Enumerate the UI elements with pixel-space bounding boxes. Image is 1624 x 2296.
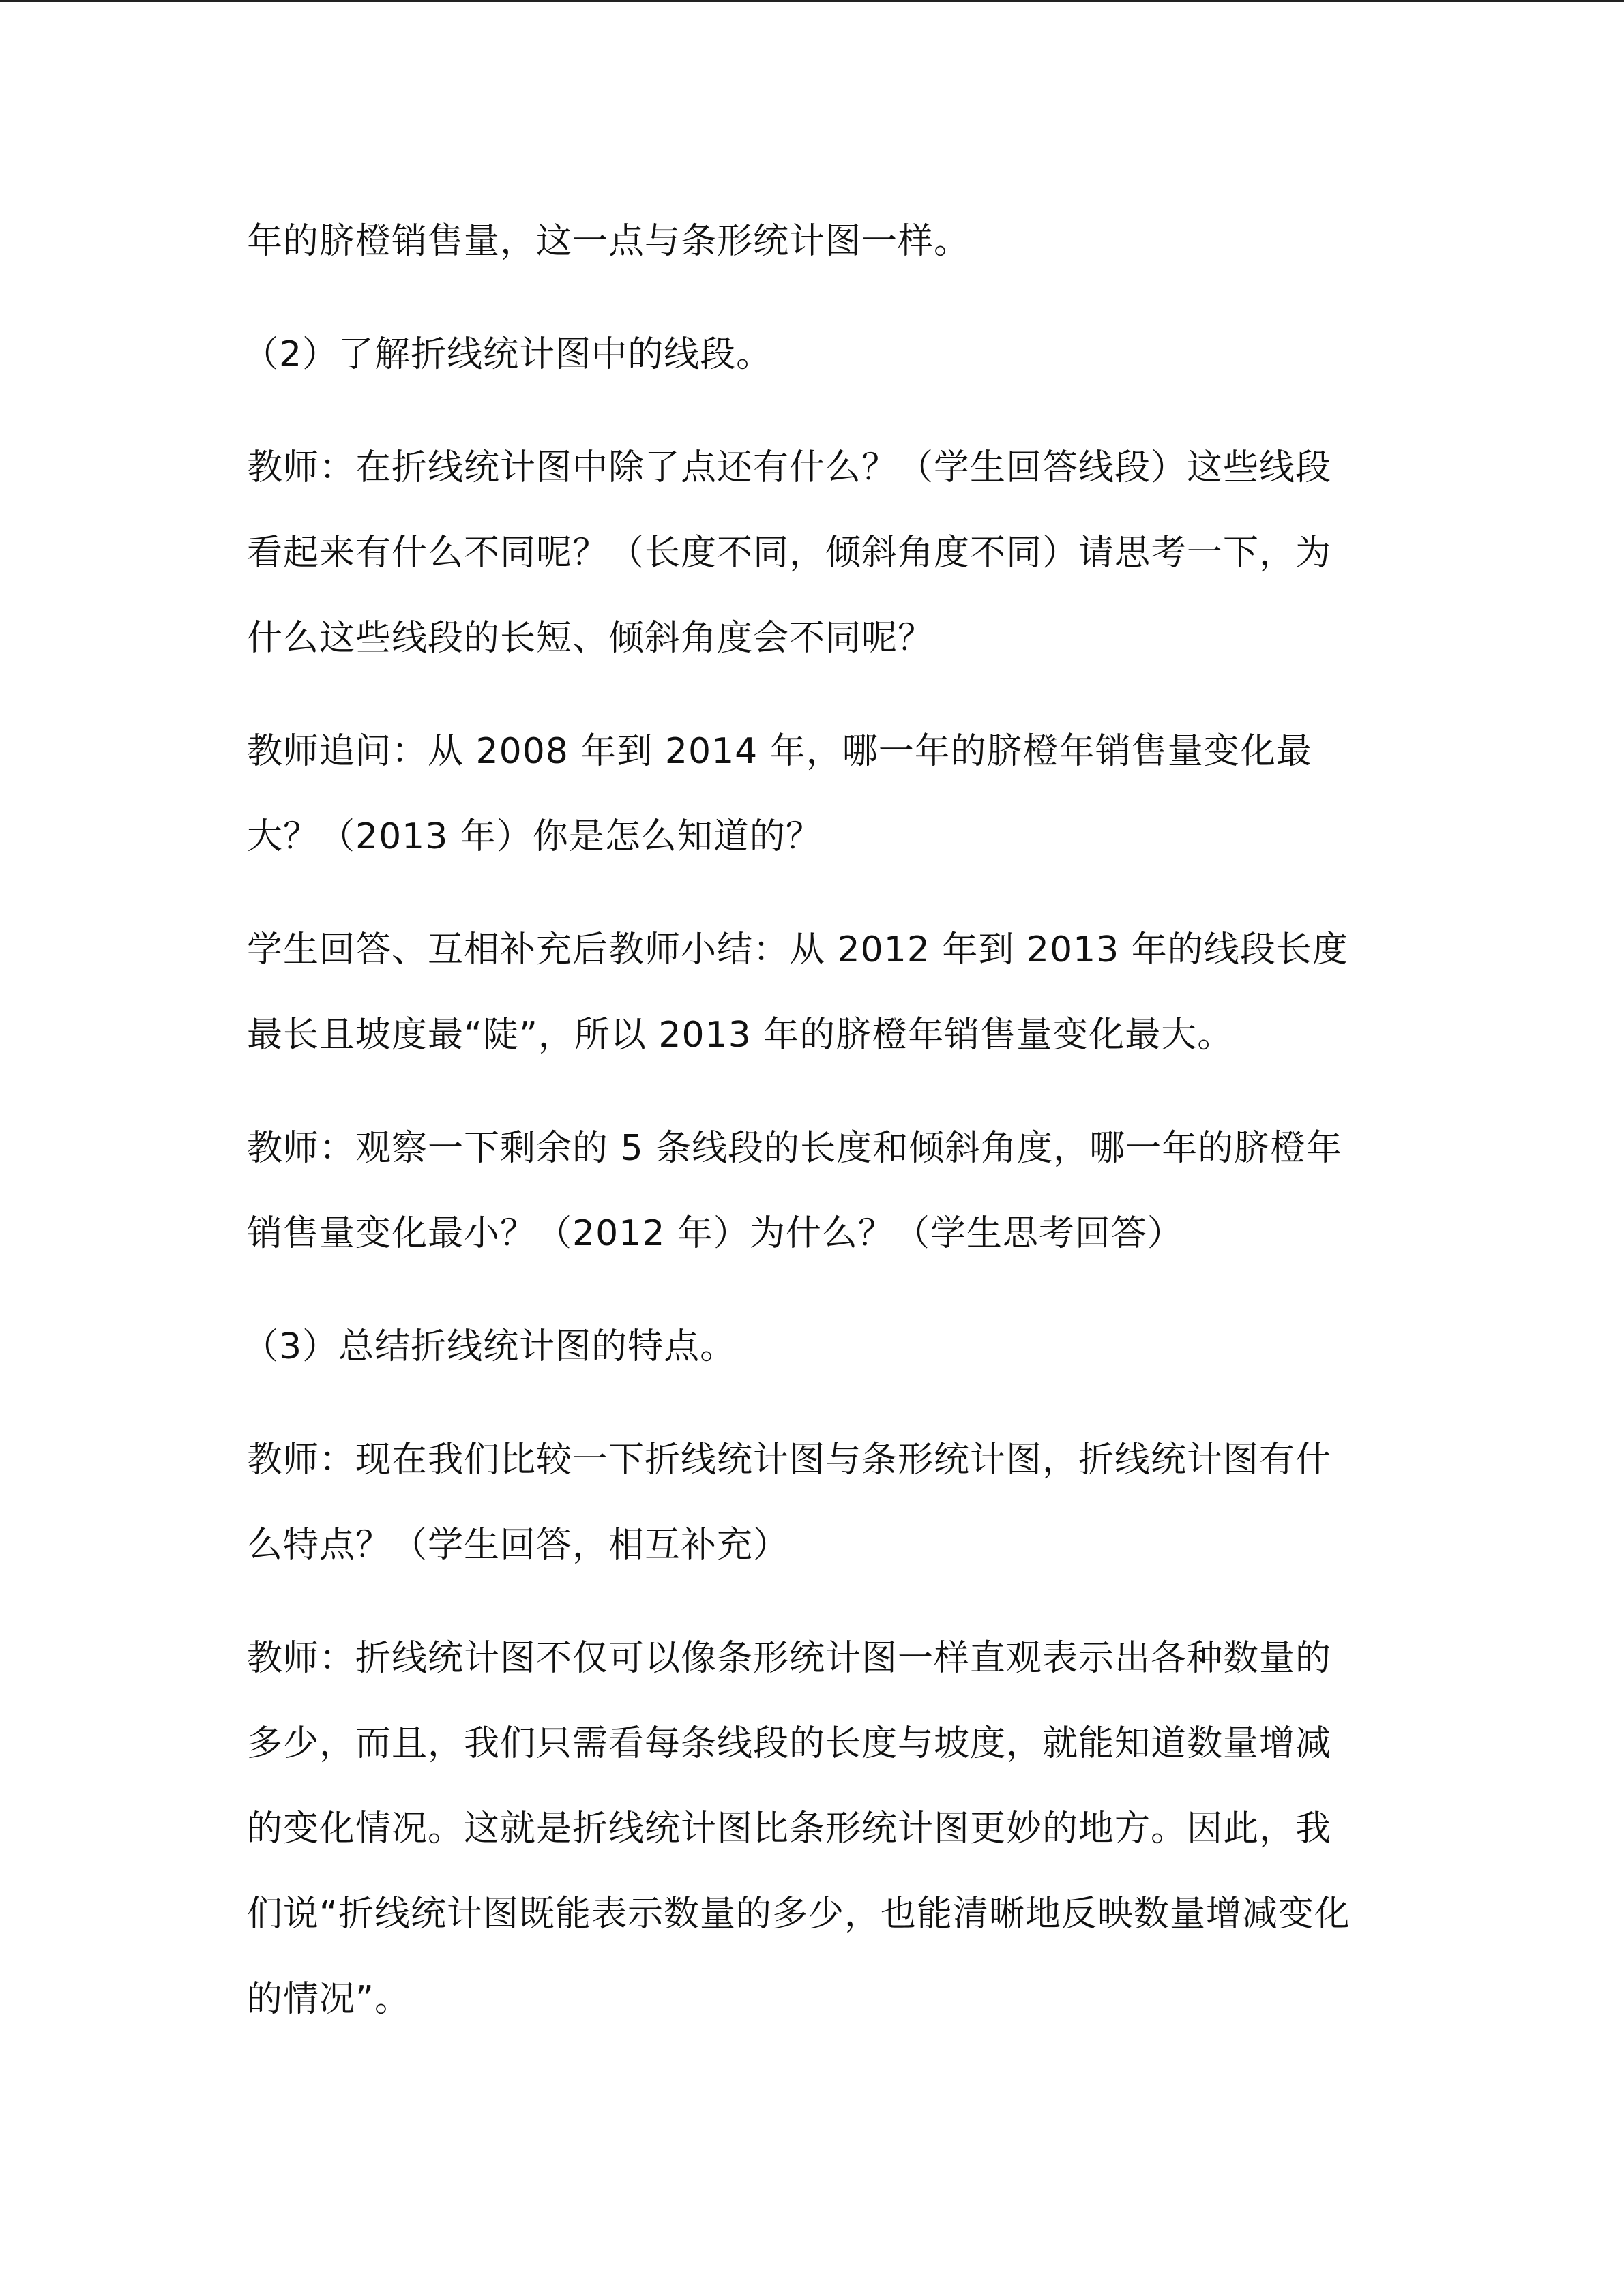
section-heading-2: （2）了解折线统计图中的线段。 bbox=[243, 334, 773, 375]
document-body bbox=[243, 199, 1365, 2070]
section-heading-3: （3）总结折线统计图的特点。 bbox=[243, 1326, 737, 1367]
paragraph-teacher-question: 教师：在折线统计图中除了点还有什么？（学生回答线段）这些线段看起来有什么不同呢？（长度不同，倾斜角度不同）请思考一下，为什么这些线段的长短、倾斜角度会不同呢？ bbox=[247, 447, 1332, 659]
paragraph-compare-charts: 教师：现在我们比较一下折线统计图与条形统计图，折线统计图有什么特点？（学生回答，相互补充） bbox=[247, 1440, 1332, 1566]
paragraph-teacher-followup: 教师追问：从 2008 年到 2014 年，哪一年的脐橙年销售量变化最大？（2013 年）你是怎么知道的？ bbox=[247, 731, 1312, 857]
paragraph-summary: 学生回答、互相补充后教师小结：从 2012 年到 2013 年的线段长度最长且坡度最“陡”，所以 2013 年的脐橙年销售量变化最大。 bbox=[247, 929, 1348, 1056]
paragraph-conclusion: 教师：折线统计图不仅可以像条形统计图一样直观表示出各种数量的多少，而且，我们只需看每条线段的长度与坡度，就能知道数量增减的变化情况。这就是折线统计图比条形统计图更妙的地方。因此，我们说“折线统计图既能表示数量的多少，也能清晰地反映数量增减变化的情况”。 bbox=[247, 1638, 1350, 2020]
paragraph-observe-segments: 教师：观察一下剩余的 5 条线段的长度和倾斜角度，哪一年的脐橙年销售量变化最小？（2012 年）为什么？（学生思考回答） bbox=[247, 1128, 1343, 1254]
paragraph-continuation: 年的脐橙销售量，这一点与条形统计图一样。 bbox=[247, 221, 971, 262]
page-top-border bbox=[0, 0, 1624, 2]
